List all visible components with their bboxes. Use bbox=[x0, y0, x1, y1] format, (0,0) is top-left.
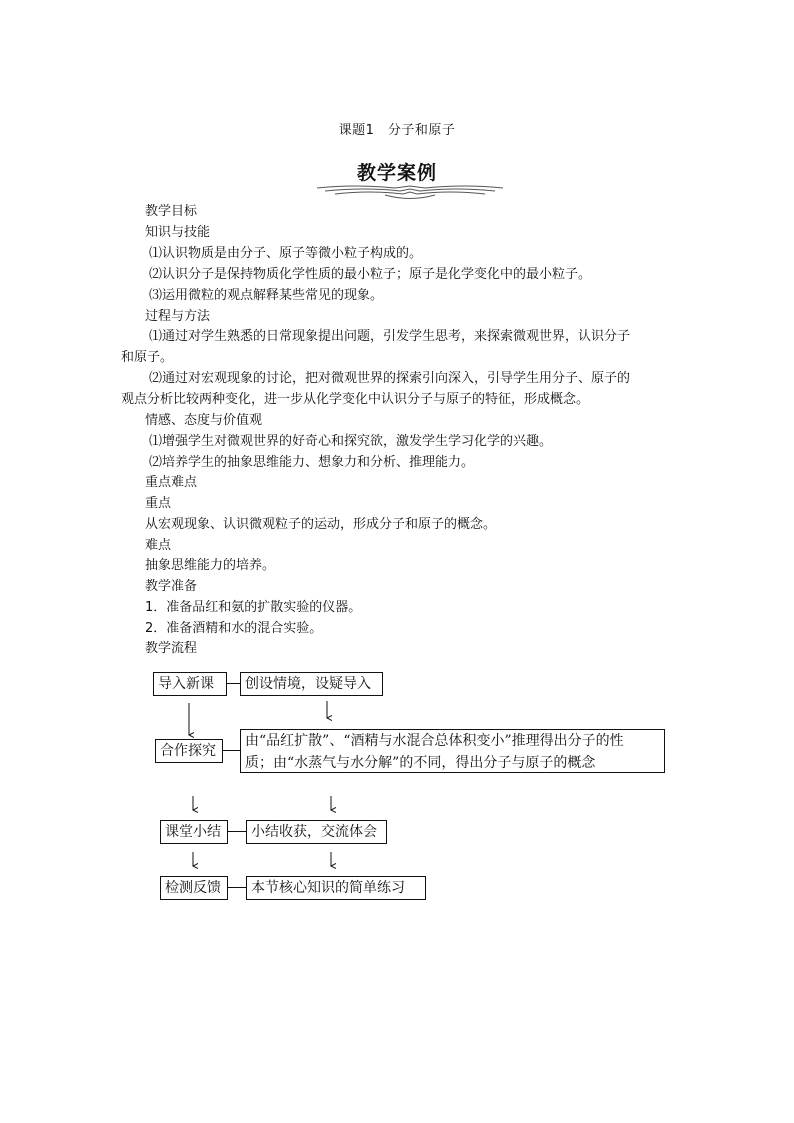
knowledge-item: ⑵认识分子是保持物质化学性质的最小粒子；原子是化学变化中的最小粒子。 bbox=[149, 267, 592, 282]
prep-heading: 教学准备 bbox=[145, 579, 198, 594]
flow-step-detail bbox=[240, 729, 665, 773]
key-difficult-heading: 重点难点 bbox=[145, 475, 198, 490]
lesson-title: 课题1 分子和原子 bbox=[338, 123, 456, 138]
emotion-item: ⑴增强学生对微观世界的好奇心和探究欲，激发学生学习化学的兴趣。 bbox=[149, 434, 553, 449]
difficult-heading: 难点 bbox=[145, 538, 172, 553]
difficult-text: 抽象思维能力的培养。 bbox=[145, 558, 276, 573]
emotion-item: ⑵培养学生的抽象思维能力、想象力和分析、推理能力。 bbox=[149, 455, 475, 470]
prep-item: 1．准备品红和氨的扩散实验的仪器。 bbox=[145, 600, 362, 615]
flow-detail-line: 质；由“水蒸气与水分解”的不同，得出分子与原子的概念 bbox=[245, 755, 596, 771]
key-text: 从宏观现象、认识微观粒子的运动，形成分子和原子的概念。 bbox=[145, 517, 497, 532]
flow-connector bbox=[227, 683, 240, 684]
flow-step-detail: 本节核心知识的简单练习 bbox=[246, 876, 426, 900]
process-item: ⑴通过对学生熟悉的日常现象提出问题，引发学生思考，来探索微观世界，认识分子 bbox=[149, 329, 631, 344]
flow-step-detail: 小结收获，交流体会 bbox=[246, 820, 387, 844]
flow-connector bbox=[228, 887, 246, 888]
knowledge-item: ⑶运用微粒的观点解释某些常见的现象。 bbox=[149, 288, 384, 303]
process-item-continued: 和原子。 bbox=[121, 350, 174, 365]
section-heading: 教学案例 bbox=[356, 162, 437, 184]
process-item: ⑵通过对宏观现象的讨论，把对微观世界的探索引向深入，引导学生用分子、原子的 bbox=[149, 371, 631, 386]
objectives-heading: 教学目标 bbox=[145, 204, 198, 219]
flow-step-detail: 创设情境，设疑导入 bbox=[240, 672, 383, 696]
ornament-divider bbox=[315, 182, 505, 200]
flow-connector bbox=[223, 750, 240, 751]
process-item-continued: 观点分析比较两种变化，进一步从化学变化中认识分子与原子的特征，形成概念。 bbox=[121, 392, 590, 407]
knowledge-heading: 知识与技能 bbox=[145, 225, 211, 240]
flow-step-label: 检测反馈 bbox=[160, 876, 228, 900]
flow-connector bbox=[228, 831, 246, 832]
flow-heading: 教学流程 bbox=[145, 641, 198, 656]
flow-detail-line: 由“品红扩散”、“酒精与水混合总体积变小”推理得出分子的性 bbox=[245, 733, 624, 749]
prep-item: 2．准备酒精和水的混合实验。 bbox=[145, 621, 323, 636]
flow-step-label: 合作探究 bbox=[155, 739, 223, 763]
knowledge-item: ⑴认识物质是由分子、原子等微小粒子构成的。 bbox=[149, 246, 423, 261]
process-heading: 过程与方法 bbox=[145, 309, 211, 324]
key-heading: 重点 bbox=[145, 496, 172, 511]
emotion-heading: 情感、态度与价值观 bbox=[145, 413, 263, 428]
flow-step-label: 导入新课 bbox=[153, 672, 227, 696]
flow-step-label: 课堂小结 bbox=[160, 820, 228, 844]
